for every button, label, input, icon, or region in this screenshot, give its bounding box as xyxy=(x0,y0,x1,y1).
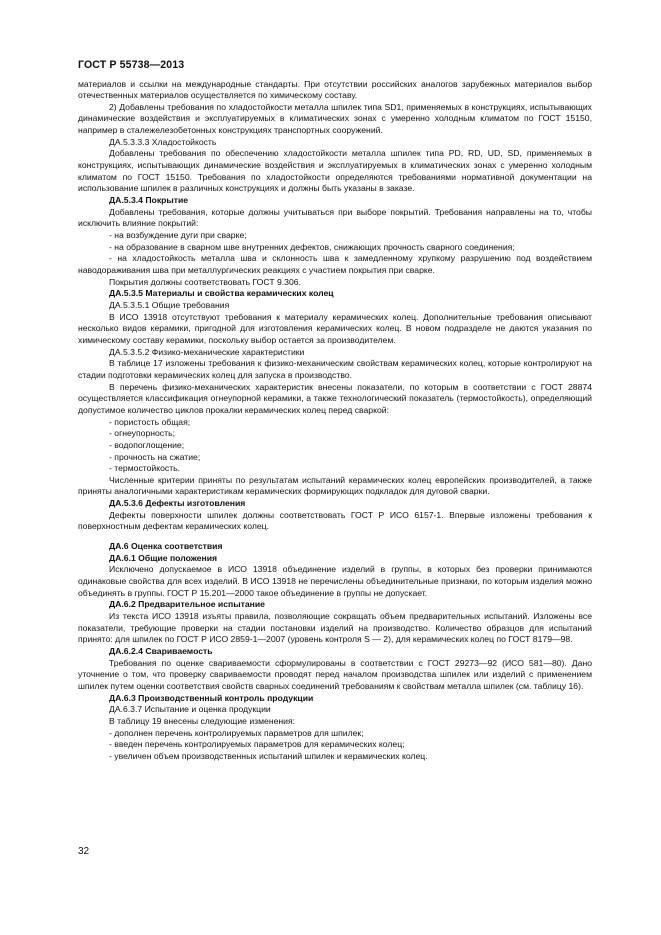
page-number: 32 xyxy=(78,846,90,857)
paragraph: Численные критерии приняты по результатам испытаний керамических колец европейских производителей, а также приняты аналогичными характеристикам керамических формирующих подкладок для дуговой сварки. xyxy=(78,474,592,497)
section-heading: ДА.6 Оценка соответствия xyxy=(109,541,223,552)
paragraph: Покрытия должны соответствовать ГОСТ 9.306. xyxy=(109,276,301,287)
paragraph: Добавлены требования по обеспечению хладостойкости металла шпилек типа PD, RD, UD, SD, применяемых в конструкциях, испытывающих динамические воздействия и эксплуатируемых в климатических зонах с умеренно холодным климатом по ГОСТ 15150. Требования по хладостойкости определяются требованиями нормативной документации на использование шпилек в различных конструкциях и должны быть указаны в заказе. xyxy=(78,148,592,194)
subsection-heading: ДА.5.3.5.1 Общие требования xyxy=(109,299,230,310)
subsection-heading: ДА.5.3.5.2 Физико-механические характеристики xyxy=(109,346,305,357)
section-heading: ДА.6.2 Предварительное испытание xyxy=(109,599,265,610)
section-heading: ДА.5.3.5 Материалы и свойства керамических колец xyxy=(109,288,334,299)
paragraph: 2) Добавлены требования по хладостойкости металла шпилек типа SD1, применяемых в конструкциях, испытывающих динамические воздействия и эксплуатируемых в климатических зонах с умеренно холодным климатом по ГОСТ 15150, например в сталежелезобетонных конструкциях транспортных сооружений. xyxy=(78,101,592,136)
section-heading: ДА.5.3.6 Дефекты изготовления xyxy=(109,498,246,509)
list-item: - введен перечень контролируемых параметров для керамических колец; xyxy=(109,739,405,750)
paragraph: Добавлены требования, которые должны учитываться при выборе покрытий. Требования направлены на то, чтобы исключить влияние покрытий: xyxy=(78,206,592,229)
list-item: - на образование в сварном шве внутренних дефектов, снижающих прочность сварного соединения; xyxy=(109,241,515,252)
document-body xyxy=(78,79,592,763)
list-item: - увеличен объем производственных испытаний шпилек и керамических колец. xyxy=(109,750,428,761)
paragraph: В ИСО 13918 отсутствуют требования к материалу керамических колец. Дополнительные требования описывают несколько видов керамики, пригодной для изготовления керамических колец. В новом подразделе не даются указания по химическому составу керамики, поскольку выбор остается за производителем. xyxy=(78,311,592,345)
list-item: - пористость общая; xyxy=(109,416,191,427)
list-item: - на возбуждение дуги при сварке; xyxy=(109,230,247,241)
paragraph: В перечень физико-механических характеристик внесены показатели, по которым в соответствии с ГОСТ 28874 осуществляется классификация огнеупорной керамики, а также технологический показатель (термостойкость), определяющий допустимое количество циклов прокалки керамических колец перед сваркой: xyxy=(78,381,592,415)
paragraph: Исключено допускаемое в ИСО 13918 объединение изделий в группы, в которых без проверки принимаются одинаковые свойства для всех изделий. В ИСО 13918 не перечислены объединительные признаки, по которым изделия можно объединять в группы. ГОСТ Р 15.201—2000 такое объединение в группы не допускает. xyxy=(78,564,592,598)
list-item: - прочность на сжатие; xyxy=(109,451,201,462)
paragraph: В таблицу 19 внесены следующие изменения: xyxy=(109,715,296,726)
list-item: - на хладостойкость металла шва и склонность шва к замедленному хрупкому разрушению под воздействием наводораживания шва при металлургических реакциях с участием покрытия при сварке. xyxy=(78,253,592,275)
paragraph: Дефекты поверхности шпилек должны соответствовать ГОСТ Р ИСО 6157-1. Впервые изложены требования к поверхностным дефектам керамических колец. xyxy=(78,509,592,532)
subsection-heading: ДА.5.3.3.3 Хладостойкость xyxy=(109,136,217,147)
section-heading: ДА.6.3 Производственный контроль продукции xyxy=(109,692,314,703)
section-heading: ДА.5.3.4 Покрытие xyxy=(109,195,189,206)
paragraph: Из текста ИСО 13918 изъяты правила, позволяющие сокращать объем предварительных испытаний. Изложены все показатели, требующие проверки на стадии постановки изделий на производство. Количество образцов для испытаний принято: для шпилек по ГОСТ Р ИСО 2859-1—2007 (уровень контроля S — 2), для керамических колец по ГОСТ 8179—98. xyxy=(78,611,592,645)
list-item: - термостойкость. xyxy=(109,463,181,474)
section-heading: ДА.6.2.4 Свариваемость xyxy=(109,646,213,656)
section-heading: ДА.6.1 Общие положения xyxy=(109,552,218,563)
document-header: ГОСТ Р 55738—2013 xyxy=(78,59,185,71)
paragraph: материалов и ссылки на международные стандарты. При отсутствии российских аналогов зарубежных материалов выбор отечественных материалов осуществляется по химическому составу. xyxy=(78,78,592,101)
list-item: - дополнен перечень контролируемых параметров для шпилек; xyxy=(109,727,364,738)
subsection-heading: ДА.6.3.7 Испытание и оценка продукции xyxy=(109,704,271,715)
paragraph: В таблице 17 изложены требования к физико-механическим свойствам керамических колец, которые контролируют на стадии подготовки керамических колец для запуска в производство. xyxy=(78,358,592,380)
list-item: - водопоглощение; xyxy=(109,439,185,450)
paragraph: Требования по оценке свариваемости сформулированы в соответствии с ГОСТ 29273—92 (ИСО 581—80). Дано уточнение о том, что проверку свариваемости проводят перед началом производства шпилек или изделий с применением шпилек путем оценки соответствия свойств сварных соединений требованиям к свойствам металла шпилек (см. таблицу 16). xyxy=(78,657,592,691)
list-item: - огнеупорность; xyxy=(109,428,175,439)
